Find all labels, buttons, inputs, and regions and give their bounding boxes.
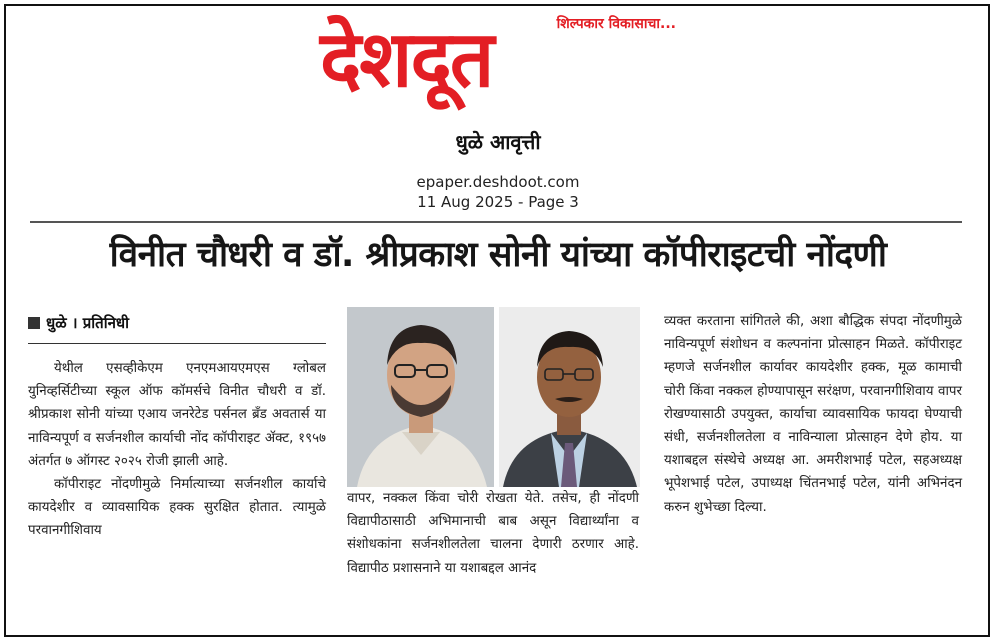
article-column-3 bbox=[664, 310, 962, 519]
byline-divider bbox=[28, 343, 326, 344]
paragraph: व्यक्त करताना सांगितले की, अशा बौद्धिक संपदा नोंदणीमुळे नाविन्यपूर्ण संशोधन व कल्पनांना प्रोत्साहन मिळते. कॉपीराइट म्हणजे सर्जनशील कार्यावर कायदेशीर हक्क, मूळ कामाची चोरी किंवा नक्कल होण्यापासून सरंक्षण, परवानगीशिवाय वापर रोखण्यासाठी उपयुक्त, कार्याचा व्यावसायिक फायदा घेण्याची संधी, सर्जनशीलतेला व नाविन्याला प्रोत्साहन देणे होय. या यशाबद्दल संस्थेचे अध्यक्ष आ. अमरीशभाई पटेल, सहअध्यक्ष भूपेशभाई पटेल, उपाध्यक्ष चिंतनभाई पटेल, यांनी अभिनंदन करुन शुभेच्छा दिल्या. bbox=[664, 314, 962, 515]
site-url: epaper.deshdoot.com bbox=[416, 173, 580, 191]
article-column-1 bbox=[28, 357, 326, 543]
portrait-illustration bbox=[347, 307, 494, 487]
edition-label: धुळे आवृत्ती bbox=[455, 130, 541, 154]
article-headline: विनीत चौधरी व डॉ. श्रीप्रकाश सोनी यांच्या कॉपीराइटची नोंदणी bbox=[109, 235, 887, 275]
paragraph: वापर, नक्कल किंवा चोरी रोखता येते. तसेच, ही नोंदणी विद्यापीठासाठी अभिमानाची बाब असून विद्यार्थ्यांना व संशोधकांना सर्जनशीलतेला चालना देणारी ठरणार आहे. विद्यापीठ प्रशासनाने या यशाबद्दल आनंद bbox=[347, 491, 639, 576]
article-column-2 bbox=[347, 487, 639, 580]
paragraph: कॉपीराइट नोंदणीमुळे निर्मात्याच्या सर्जनशील कार्याचे कायदेशीर व व्यावसायिक हक्क सुरक्षित होतात. त्यामुळे परवानगीशिवाय bbox=[28, 477, 326, 539]
newspaper-logo: देशदूत bbox=[320, 15, 493, 105]
bullet-square-icon bbox=[28, 317, 40, 329]
header-divider bbox=[30, 221, 962, 223]
dateline: 11 Aug 2025 - Page 3 bbox=[417, 193, 579, 211]
masthead bbox=[320, 10, 680, 110]
portrait-photo-vineet bbox=[347, 307, 494, 487]
logo-tagline: शिल्पकार विकासाचा... bbox=[556, 16, 676, 32]
byline bbox=[28, 313, 129, 333]
byline-text: धुळे । प्रतिनिधी bbox=[46, 314, 130, 332]
portrait-photo-shriprakash bbox=[499, 307, 640, 487]
portrait-illustration bbox=[499, 307, 640, 487]
paragraph: येथील एसव्हीकेएम एनएमआयएमएस ग्लोबल युनिव्हर्सिटीच्या स्कूल ऑफ कॉमर्सचे विनीत चौधरी व डॉ. श्रीप्रकाश सोनी यांच्या एआय जनरेटेड पर्सनल ब्रँड अवतार्स या नाविन्यपूर्ण व सर्जनशील कार्याची नोंद कॉपीराइट ॲक्ट, १९५७ अंतर्गत ७ ऑगस्ट २०२५ रोजी झाली आहे. bbox=[28, 361, 326, 469]
